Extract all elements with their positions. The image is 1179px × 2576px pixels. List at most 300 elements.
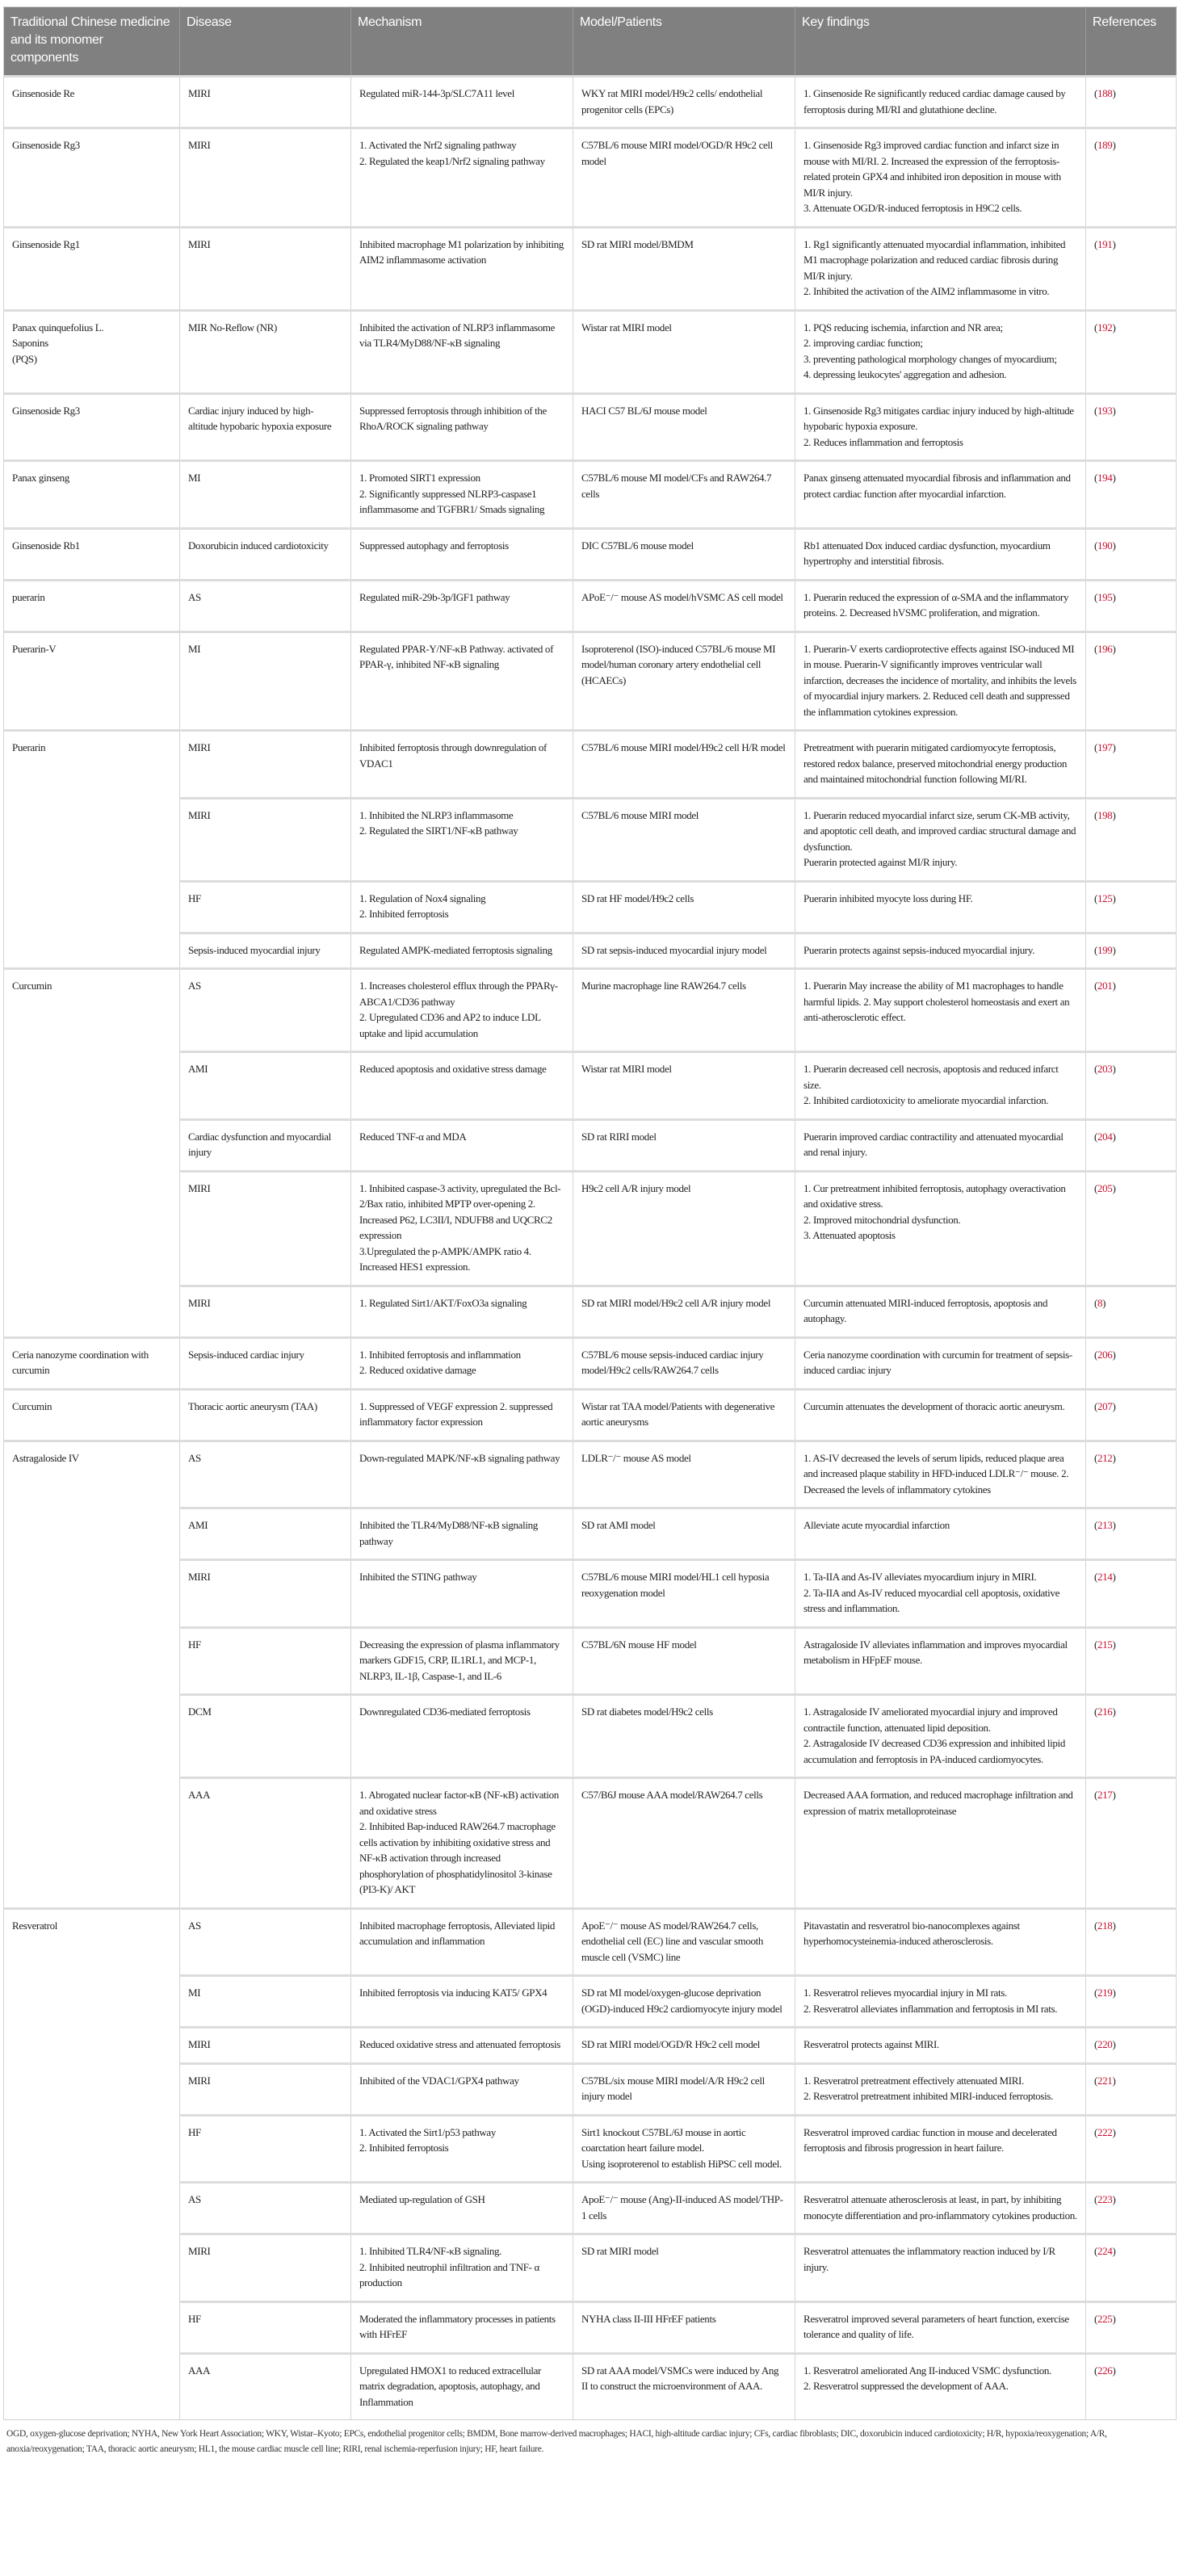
table-row	[4, 731, 1177, 799]
cell-model: Isoproterenol (ISO)-induced C57BL/6 mouse MI model/human coronary artery endothelial cell (HCAECs)	[573, 631, 795, 731]
cell-reference	[1086, 2028, 1177, 2064]
ref-close-paren: )	[1112, 404, 1116, 417]
table-row	[4, 580, 1177, 631]
ref-open-paren: (	[1094, 1130, 1097, 1143]
cell-mechanism: Reduced TNF-α and MDA	[351, 1119, 573, 1171]
ref-open-paren: (	[1094, 2038, 1097, 2050]
cell-reference	[1086, 1337, 1177, 1389]
ref-close-paren: )	[1112, 2125, 1116, 2138]
cell-reference	[1086, 731, 1177, 799]
reference-link[interactable]: 125	[1097, 892, 1113, 904]
cell-mechanism: 1. Regulation of Nox4 signaling 2. Inhibited ferroptosis	[351, 881, 573, 933]
ref-close-paren: )	[1112, 2245, 1116, 2257]
table-row	[4, 1908, 1177, 1976]
cell-mechanism: Inhibited the TLR4/MyD88/NF-κB signaling pathway	[351, 1508, 573, 1560]
cell-findings: 1. Puerarin decreased cell necrosis, apoptosis and reduced infarct size. 2. Inhibited cardiotoxicity to ameliorate myocardial infarction.	[795, 1052, 1086, 1120]
cell-model: SD rat diabetes model/H9c2 cells	[573, 1695, 795, 1778]
cell-disease: AMI	[180, 1052, 351, 1120]
cell-reference	[1086, 2183, 1177, 2234]
cell-model: SD rat sepsis-induced myocardial injury model	[573, 933, 795, 969]
reference-link[interactable]: 226	[1097, 2364, 1113, 2377]
cell-findings: 1. Cur pretreatment inhibited ferroptosis, autophagy overactivation and oxidative stress. 2. Improved mitochondrial dysfunction. 3. Attenuated apoptosis	[795, 1171, 1086, 1286]
cell-tcm: Ceria nanozyme coordination with curcumin	[4, 1337, 180, 1389]
ref-open-paren: (	[1094, 87, 1097, 99]
table-header-row	[4, 7, 1177, 77]
ref-close-paren: )	[1112, 1919, 1116, 1932]
cell-mechanism: 1. Promoted SIRT1 expression 2. Significantly suppressed NLRP3-caspase1 inflammasome and TGFBR1/ Smads signaling	[351, 461, 573, 529]
reference-link[interactable]: 194	[1097, 472, 1113, 484]
cell-findings: 1. Rg1 significantly attenuated myocardial inflammation, inhibited M1 macrophage polarization and reduced cardiac fibrosis during MI/R injury. 2. Inhibited the activation of the AIM2 inflammasome in vitro.	[795, 227, 1086, 310]
cell-tcm: Ginsenoside Rg1	[4, 227, 180, 310]
cell-mechanism: Downregulated CD36-mediated ferroptosis	[351, 1695, 573, 1778]
reference-link[interactable]: 203	[1097, 1063, 1113, 1075]
ref-open-paren: (	[1094, 2125, 1097, 2138]
reference-link[interactable]: 214	[1097, 1571, 1113, 1583]
cell-model: SD rat HF model/H9c2 cells	[573, 881, 795, 933]
cell-tcm: Panax quinquefolius L. Saponins (PQS)	[4, 310, 180, 393]
cell-findings: Pitavastatin and resveratrol bio-nanocomplexes against hyperhomocysteinemia-induced atherosclerosis.	[795, 1908, 1086, 1976]
cell-disease: MIRI	[180, 2028, 351, 2064]
cell-tcm: Puerarin-V	[4, 631, 180, 731]
reference-link[interactable]: 199	[1097, 943, 1113, 956]
cell-findings: 1. Puerarin May increase the ability of M1 macrophages to handle harmful lipids. 2. May support cholesterol homeostasis and exert an anti-atherosclerotic effect.	[795, 969, 1086, 1052]
reference-link[interactable]: 217	[1097, 1789, 1113, 1801]
cell-disease: AS	[180, 580, 351, 631]
cell-model: DIC C57BL/6 mouse model	[573, 528, 795, 580]
cell-reference	[1086, 1908, 1177, 1976]
cell-mechanism: 1. Inhibited ferroptosis and inflammation 2. Reduced oxidative damage	[351, 1337, 573, 1389]
cell-model: SD rat MIRI model/BMDM	[573, 227, 795, 310]
ref-close-paren: )	[1112, 2193, 1116, 2205]
table-row	[4, 1286, 1177, 1337]
ref-close-paren: )	[1112, 1705, 1116, 1718]
table-row	[4, 2028, 1177, 2064]
table-row	[4, 1695, 1177, 1778]
cell-disease: MIRI	[180, 731, 351, 799]
ref-open-paren: (	[1094, 404, 1097, 417]
cell-tcm: Ginsenoside Re	[4, 77, 180, 128]
cell-disease: AS	[180, 969, 351, 1052]
ref-open-paren: (	[1094, 237, 1097, 250]
reference-link[interactable]: 205	[1097, 1181, 1113, 1194]
cell-disease: MIRI	[180, 798, 351, 881]
cell-model: Sirt1 knockout C57BL/6J mouse in aortic coarctation heart failure model. Using isoproterenol to establish HiPSC cell model.	[573, 2115, 795, 2183]
cell-reference	[1086, 1286, 1177, 1337]
ref-open-paren: (	[1094, 1399, 1097, 1412]
cell-disease: DCM	[180, 1695, 351, 1778]
table-row	[4, 1778, 1177, 1909]
cell-model: SD rat MIRI model/H9c2 cell A/R injury model	[573, 1286, 795, 1337]
ref-open-paren: (	[1094, 892, 1097, 904]
reference-link[interactable]: 223	[1097, 2193, 1113, 2205]
reference-link[interactable]: 207	[1097, 1399, 1113, 1412]
ref-close-paren: )	[1112, 2312, 1116, 2325]
cell-findings: Puerarin improved cardiac contractility and attenuated myocardial and renal injury.	[795, 1119, 1086, 1171]
cell-disease: Sepsis-induced myocardial injury	[180, 933, 351, 969]
cell-model: C57BL/6N mouse HF model	[573, 1627, 795, 1695]
reference-link[interactable]: 189	[1097, 139, 1113, 151]
ref-open-paren: (	[1094, 539, 1097, 552]
cell-mechanism: 1. Increases cholesterol efflux through the PPARγ-ABCA1/CD36 pathway 2. Upregulated CD36 and AP2 to induce LDL uptake and lipid accumulation	[351, 969, 573, 1052]
cell-reference	[1086, 1508, 1177, 1560]
cell-tcm: Astragaloside IV	[4, 1441, 180, 1908]
cell-model: APoE⁻/⁻ mouse AS model/hVSMC AS cell model	[573, 580, 795, 631]
reference-link[interactable]: 220	[1097, 2038, 1113, 2050]
cell-disease: MI	[180, 1976, 351, 2028]
table-row	[4, 77, 1177, 128]
cell-reference	[1086, 881, 1177, 933]
reference-link[interactable]: 192	[1097, 321, 1113, 334]
cell-findings: Puerarin protects against sepsis-induced myocardial injury.	[795, 933, 1086, 969]
ref-open-paren: (	[1094, 321, 1097, 334]
ref-close-paren: )	[1112, 237, 1116, 250]
cell-model: LDLR⁻/⁻ mouse AS model	[573, 1441, 795, 1508]
reference-link[interactable]: 219	[1097, 1987, 1113, 1999]
cell-mechanism: Moderated the inflammatory processes in patients with HFrEF	[351, 2301, 573, 2353]
header-findings: Key findings	[795, 7, 1086, 77]
ref-close-paren: )	[1112, 1571, 1116, 1583]
ref-close-paren: )	[1112, 87, 1116, 99]
reference-link[interactable]: 8	[1097, 1296, 1103, 1309]
ref-close-paren: )	[1102, 1296, 1106, 1309]
table-row	[4, 798, 1177, 881]
cell-reference	[1086, 1171, 1177, 1286]
reference-link[interactable]: 222	[1097, 2125, 1113, 2138]
cell-reference	[1086, 1441, 1177, 1508]
cell-model: Wistar rat TAA model/Patients with degenerative aortic aneurysms	[573, 1389, 795, 1441]
cell-reference	[1086, 1778, 1177, 1909]
cell-mechanism: Regulated PPAR-Y/NF-κB Pathway. activated of PPAR-γ, inhibited NF-κB signaling	[351, 631, 573, 731]
cell-tcm: Ginsenoside Rg3	[4, 393, 180, 461]
ref-close-paren: )	[1112, 1063, 1116, 1075]
cell-mechanism: Inhibited the activation of NLRP3 inflammasome via TLR4/MyD88/NF-κB signaling	[351, 310, 573, 393]
cell-disease: MIR No-Reflow (NR)	[180, 310, 351, 393]
ref-open-paren: (	[1094, 980, 1097, 992]
cell-reference	[1086, 1119, 1177, 1171]
table-row	[4, 227, 1177, 310]
ref-open-paren: (	[1094, 1451, 1097, 1464]
table-row	[4, 128, 1177, 228]
table-row	[4, 1171, 1177, 1286]
cell-reference	[1086, 461, 1177, 529]
cell-mechanism: Mediated up-regulation of GSH	[351, 2183, 573, 2234]
cell-model: SD rat RIRI model	[573, 1119, 795, 1171]
header-references: References	[1086, 7, 1177, 77]
cell-model: C57/B6J mouse AAA model/RAW264.7 cells	[573, 1778, 795, 1909]
cell-findings: 1. AS-IV decreased the levels of serum lipids, reduced plaque area and increased plaque stability in HFD-induced LDLR⁻/⁻ mouse. 2. Decreased the levels of inflammatory cytokines	[795, 1441, 1086, 1508]
ref-close-paren: )	[1112, 1348, 1116, 1361]
ref-close-paren: )	[1112, 539, 1116, 552]
ref-open-paren: (	[1094, 1348, 1097, 1361]
cell-reference	[1086, 2301, 1177, 2353]
table-row	[4, 393, 1177, 461]
cell-model: HACI C57 BL/6J mouse model	[573, 393, 795, 461]
table-row	[4, 2301, 1177, 2353]
cell-reference	[1086, 393, 1177, 461]
cell-model: H9c2 cell A/R injury model	[573, 1171, 795, 1286]
cell-mechanism: Inhibited of the VDAC1/GPX4 pathway	[351, 2063, 573, 2115]
reference-link[interactable]: 195	[1097, 590, 1113, 603]
cell-reference	[1086, 969, 1177, 1052]
table-row	[4, 631, 1177, 731]
cell-disease: MIRI	[180, 77, 351, 128]
cell-findings: Resveratrol attenuate atherosclerosis at least, in part, by inhibiting monocyte differentiation and pro-inflammatory cytokines production.	[795, 2183, 1086, 2234]
cell-mechanism: Suppressed ferroptosis through inhibition of the RhoA/ROCK signaling pathway	[351, 393, 573, 461]
cell-findings: Ceria nanozyme coordination with curcumin for treatment of sepsis-induced cardiac injury	[795, 1337, 1086, 1389]
cell-mechanism: 1. Activated the Nrf2 signaling pathway 2. Regulated the keap1/Nrf2 signaling pathway	[351, 128, 573, 228]
cell-tcm: Curcumin	[4, 1389, 180, 1441]
cell-reference	[1086, 1052, 1177, 1120]
cell-disease: AMI	[180, 1508, 351, 1560]
reference-link[interactable]: 201	[1097, 980, 1113, 992]
cell-findings: Puerarin inhibited myocyte loss during HF.	[795, 881, 1086, 933]
cell-model: SD rat MI model/oxygen-glucose deprivation (OGD)-induced H9c2 cardiomyocyte injury model	[573, 1976, 795, 2028]
cell-mechanism: 1. Abrogated nuclear factor-κB (NF-κB) activation and oxidative stress 2. Inhibited Bap-induced RAW264.7 macrophage cells activation by inhibiting oxidative stress and NF-κB activation through increased phosphorylation of phosphatidylinositol 3-kinase (PI3-K)/ AKT	[351, 1778, 573, 1909]
ref-close-paren: )	[1112, 741, 1116, 753]
cell-mechanism: 1. Activated the Sirt1/p53 pathway 2. Inhibited ferroptosis	[351, 2115, 573, 2183]
reference-link[interactable]: 224	[1097, 2245, 1113, 2257]
cell-findings: Pretreatment with puerarin mitigated cardiomyocyte ferroptosis, restored redox balance, preserved mitochondrial energy production and maintained mitochondrial function following MI/RI.	[795, 731, 1086, 799]
cell-reference	[1086, 2063, 1177, 2115]
reference-link[interactable]: 216	[1097, 1705, 1113, 1718]
cell-model: SD rat MIRI model	[573, 2234, 795, 2302]
reference-link[interactable]: 213	[1097, 1519, 1113, 1531]
cell-disease: MIRI	[180, 1286, 351, 1337]
table-row	[4, 1560, 1177, 1628]
ref-close-paren: )	[1112, 892, 1116, 904]
cell-findings: Rb1 attenuated Dox induced cardiac dysfunction, myocardium hypertrophy and interstitial fibrosis.	[795, 528, 1086, 580]
cell-findings: 1. Puerarin reduced myocardial infarct size, serum CK-MB activity, and apoptotic cell death, and improved cardiac structural damage and dysfunction. Puerarin protected against MI/R injury.	[795, 798, 1086, 881]
reference-link[interactable]: 215	[1097, 1638, 1113, 1651]
cell-findings: Resveratrol protects against MIRI.	[795, 2028, 1086, 2064]
cell-mechanism: 1. Inhibited the NLRP3 inflammasome 2. Regulated the SIRT1/NF-κB pathway	[351, 798, 573, 881]
cell-reference	[1086, 227, 1177, 310]
cell-findings: Resveratrol attenuates the inflammatory reaction induced by I/R injury.	[795, 2234, 1086, 2302]
ref-close-paren: )	[1112, 642, 1116, 655]
cell-model: NYHA class II-III HFrEF patients	[573, 2301, 795, 2353]
reference-link[interactable]: 218	[1097, 1919, 1113, 1932]
table-row	[4, 1627, 1177, 1695]
table-row	[4, 528, 1177, 580]
ref-close-paren: )	[1112, 1181, 1116, 1194]
cell-reference	[1086, 631, 1177, 731]
cell-findings: 1. Resveratrol relieves myocardial injury in MI rats. 2. Resveratrol alleviates inflammation and ferroptosis in MI rats.	[795, 1976, 1086, 2028]
cell-mechanism: Suppressed autophagy and ferroptosis	[351, 528, 573, 580]
cell-reference	[1086, 2353, 1177, 2420]
table-row	[4, 969, 1177, 1052]
reference-link[interactable]: 206	[1097, 1348, 1113, 1361]
cell-reference	[1086, 1976, 1177, 2028]
cell-mechanism: Regulated miR-29b-3p/IGF1 pathway	[351, 580, 573, 631]
cell-disease: HF	[180, 2301, 351, 2353]
cell-model: WKY rat MIRI model/H9c2 cells/ endothelial progenitor cells (EPCs)	[573, 77, 795, 128]
cell-disease: HF	[180, 881, 351, 933]
ref-open-paren: (	[1094, 1919, 1097, 1932]
table-row	[4, 2063, 1177, 2115]
ref-close-paren: )	[1112, 2364, 1116, 2377]
cell-mechanism: Reduced oxidative stress and attenuated ferroptosis	[351, 2028, 573, 2064]
header-model: Model/Patients	[573, 7, 795, 77]
cell-reference	[1086, 580, 1177, 631]
cell-findings: Decreased AAA formation, and reduced macrophage infiltration and expression of matrix metalloproteinase	[795, 1778, 1086, 1909]
table-row	[4, 1119, 1177, 1171]
table-row	[4, 1389, 1177, 1441]
reference-link[interactable]: 212	[1097, 1451, 1113, 1464]
cell-reference	[1086, 77, 1177, 128]
cell-mechanism: Inhibited the STING pathway	[351, 1560, 573, 1628]
cell-mechanism: Regulated AMPK-mediated ferroptosis signaling	[351, 933, 573, 969]
table-row	[4, 461, 1177, 529]
reference-link[interactable]: 193	[1097, 404, 1113, 417]
cell-findings: Astragaloside IV alleviates inflammation and improves myocardial metabolism in HFpEF mouse.	[795, 1627, 1086, 1695]
ref-close-paren: )	[1112, 1399, 1116, 1412]
cell-disease: Sepsis-induced cardiac injury	[180, 1337, 351, 1389]
ref-open-paren: (	[1094, 1181, 1097, 1194]
ref-open-paren: (	[1094, 808, 1097, 821]
tcm-table	[3, 6, 1177, 2420]
cell-tcm: Resveratrol	[4, 1908, 180, 2420]
header-disease: Disease	[180, 7, 351, 77]
ref-close-paren: )	[1112, 472, 1116, 484]
ref-open-paren: (	[1094, 1519, 1097, 1531]
cell-findings: Curcumin attenuated MIRI-induced ferroptosis, apoptosis and autophagy.	[795, 1286, 1086, 1337]
ref-open-paren: (	[1094, 1063, 1097, 1075]
cell-disease: MI	[180, 631, 351, 731]
cell-tcm: Panax ginseng	[4, 461, 180, 529]
cell-mechanism: Decreasing the expression of plasma inflammatory markers GDF15, CRP, IL1RL1, and MCP-1, NLRP3, IL-1β, Caspase-1, and IL-6	[351, 1627, 573, 1695]
cell-disease: AS	[180, 1441, 351, 1508]
cell-mechanism: Regulated miR-144-3p/SLC7A11 level	[351, 77, 573, 128]
cell-mechanism: 1. Suppressed of VEGF expression 2. suppressed inflammatory factor expression	[351, 1389, 573, 1441]
cell-findings: 1. Ginsenoside Re significantly reduced cardiac damage caused by ferroptosis during MI/RI and glutathione decline.	[795, 77, 1086, 128]
ref-open-paren: (	[1094, 642, 1097, 655]
reference-link[interactable]: 190	[1097, 539, 1113, 552]
ref-open-paren: (	[1094, 2193, 1097, 2205]
cell-disease: MIRI	[180, 227, 351, 310]
ref-open-paren: (	[1094, 2364, 1097, 2377]
cell-reference	[1086, 528, 1177, 580]
cell-disease: Doxorubicin induced cardiotoxicity	[180, 528, 351, 580]
cell-tcm: Ginsenoside Rg3	[4, 128, 180, 228]
reference-link[interactable]: 197	[1097, 741, 1113, 753]
ref-close-paren: )	[1112, 321, 1116, 334]
cell-findings: Resveratrol improved cardiac function in mouse and decelerated ferroptosis and fibrosis progression in heart failure.	[795, 2115, 1086, 2183]
table-row	[4, 2234, 1177, 2302]
cell-disease: HF	[180, 2115, 351, 2183]
table-row	[4, 1337, 1177, 1389]
cell-disease: MIRI	[180, 128, 351, 228]
cell-model: SD rat AMI model	[573, 1508, 795, 1560]
cell-reference	[1086, 933, 1177, 969]
cell-model: C57BL/six mouse MIRI model/A/R H9c2 cell injury model	[573, 2063, 795, 2115]
cell-findings: 1. Resveratrol ameliorated Ang II-induced VSMC dysfunction. 2. Resveratrol suppressed the development of AAA.	[795, 2353, 1086, 2420]
reference-link[interactable]: 196	[1097, 642, 1113, 655]
cell-findings: 1. Astragaloside IV ameliorated myocardial injury and improved contractile function, attenuated lipid deposition. 2. Astragaloside IV decreased CD36 expression and inhibited lipid accumulation and ferroptosis in PA-induced cardiomyocytes.	[795, 1695, 1086, 1778]
reference-link[interactable]: 204	[1097, 1130, 1113, 1143]
cell-disease: Thoracic aortic aneurysm (TAA)	[180, 1389, 351, 1441]
cell-model: SD rat MIRI model/OGD/R H9c2 cell model	[573, 2028, 795, 2064]
table-row	[4, 2183, 1177, 2234]
ref-open-paren: (	[1094, 2245, 1097, 2257]
ref-close-paren: )	[1112, 139, 1116, 151]
reference-link[interactable]: 191	[1097, 237, 1113, 250]
cell-reference	[1086, 2115, 1177, 2183]
cell-disease: Cardiac dysfunction and myocardial injury	[180, 1119, 351, 1171]
ref-open-paren: (	[1094, 741, 1097, 753]
cell-model: C57BL/6 mouse MIRI model/H9c2 cell H/R model	[573, 731, 795, 799]
cell-reference	[1086, 1560, 1177, 1628]
cell-disease: MIRI	[180, 1560, 351, 1628]
ref-open-paren: (	[1094, 1789, 1097, 1801]
ref-close-paren: )	[1112, 1638, 1116, 1651]
cell-disease: MIRI	[180, 2063, 351, 2115]
ref-close-paren: )	[1112, 2038, 1116, 2050]
cell-model: ApoE⁻/⁻ mouse AS model/RAW264.7 cells, endothelial cell (EC) line and vascular smooth muscle cell (VSMC) line	[573, 1908, 795, 1976]
reference-link[interactable]: 198	[1097, 808, 1113, 821]
reference-link[interactable]: 225	[1097, 2312, 1113, 2325]
ref-open-paren: (	[1094, 943, 1097, 956]
cell-model: SD rat AAA model/VSMCs were induced by Ang II to construct the microenvironment of AAA.	[573, 2353, 795, 2420]
table-row	[4, 1441, 1177, 1508]
cell-tcm: Ginsenoside Rb1	[4, 528, 180, 580]
cell-reference	[1086, 798, 1177, 881]
ref-open-paren: (	[1094, 1987, 1097, 1999]
cell-model: ApoE⁻/⁻ mouse (Ang)-II-induced AS model/THP-1 cells	[573, 2183, 795, 2234]
table-footnote: OGD, oxygen-glucose deprivation; NYHA, New York Heart Association; WKY, Wistar–Kyoto; EPCs, endothelial progenitor cells; BMDM, Bone marrow-derived macrophages; HACI, high-altitude cardiac injury; CFs, cardiac fibroblasts; DIC, doxorubicin induced cardiotoxicity; H/R, hypoxia/reoxygenation; A/R, anoxia/reoxygenation; TAA, thoracic aortic aneurysm; HL1, the mouse cardiac muscle cell line; RIRI, renal ischemia-reperfusion injury; HF, heart failure.	[6, 2429, 1107, 2454]
table-row	[4, 881, 1177, 933]
table-row	[4, 1052, 1177, 1120]
ref-close-paren: )	[1112, 980, 1116, 992]
cell-model: C57BL/6 mouse MIRI model/OGD/R H9c2 cell model	[573, 128, 795, 228]
cell-mechanism: 1. Inhibited caspase-3 activity, upregulated the Bcl-2/Bax ratio, inhibited MPTP over-opening 2. Increased P62, LC3II/I, NDUFB8 and UQCRC2 expression 3.Upregulated the p-AMPK/AMPK ratio 4. Increased HES1 expression.	[351, 1171, 573, 1286]
ref-open-paren: (	[1094, 2312, 1097, 2325]
cell-reference	[1086, 1695, 1177, 1778]
table-row	[4, 2353, 1177, 2420]
cell-model: Murine macrophage line RAW264.7 cells	[573, 969, 795, 1052]
cell-reference	[1086, 128, 1177, 228]
table-row	[4, 1976, 1177, 2028]
table-row	[4, 2115, 1177, 2183]
cell-findings: Curcumin attenuates the development of thoracic aortic aneurysm.	[795, 1389, 1086, 1441]
cell-findings: Resveratrol improved several parameters of heart function, exercise tolerance and quality of life.	[795, 2301, 1086, 2353]
ref-open-paren: (	[1094, 2074, 1097, 2087]
reference-link[interactable]: 188	[1097, 87, 1113, 99]
cell-findings: 1. Puerarin reduced the expression of α-SMA and the inflammatory proteins. 2. Decreased hVSMC proliferation, and migration.	[795, 580, 1086, 631]
cell-mechanism: Inhibited ferroptosis through downregulation of VDAC1	[351, 731, 573, 799]
cell-findings: 1. Puerarin-V exerts cardioprotective effects against ISO-induced MI in mouse. Puerarin-V significantly improves ventricular wall infarction, decreases the incidence of mortality, and inhibits the levels of myocardial injury markers. 2. Reduced cell death and suppressed the inflammation cytokines expression.	[795, 631, 1086, 731]
ref-close-paren: )	[1112, 943, 1116, 956]
cell-findings: 1. Ginsenoside Rg3 improved cardiac function and infarct size in mouse with MI/RI. 2. Increased the expression of the ferroptosis-related protein GPX4 and inhibited iron deposition in mouse with MI/R injury. 3. Attenuate OGD/R-induced ferroptosis in H9C2 cells.	[795, 128, 1086, 228]
cell-disease: MIRI	[180, 2234, 351, 2302]
ref-close-paren: )	[1112, 1987, 1116, 1999]
table-row	[4, 933, 1177, 969]
cell-findings: 1. Ginsenoside Rg3 mitigates cardiac injury induced by high-altitude hypobaric hypoxia exposure. 2. Reduces inflammation and ferroptosis	[795, 393, 1086, 461]
cell-findings: Alleviate acute myocardial infarction	[795, 1508, 1086, 1560]
ref-close-paren: )	[1112, 2074, 1116, 2087]
cell-disease: AS	[180, 2183, 351, 2234]
ref-open-paren: (	[1094, 1296, 1097, 1309]
ref-close-paren: )	[1112, 1789, 1116, 1801]
cell-model: C57BL/6 mouse MIRI model/HL1 cell hyposia reoxygenation model	[573, 1560, 795, 1628]
cell-model: Wistar rat MIRI model	[573, 310, 795, 393]
ref-close-paren: )	[1112, 590, 1116, 603]
ref-open-paren: (	[1094, 472, 1097, 484]
cell-findings: 1. Ta-IIA and As-IV alleviates myocardium injury in MIRI. 2. Ta-IIA and As-IV reduced myocardial cell apoptosis, oxidative stress and inflammation.	[795, 1560, 1086, 1628]
ref-open-paren: (	[1094, 1705, 1097, 1718]
reference-link[interactable]: 221	[1097, 2074, 1113, 2087]
cell-disease: HF	[180, 1627, 351, 1695]
cell-disease: Cardiac injury induced by high-altitude hypobaric hypoxia exposure	[180, 393, 351, 461]
